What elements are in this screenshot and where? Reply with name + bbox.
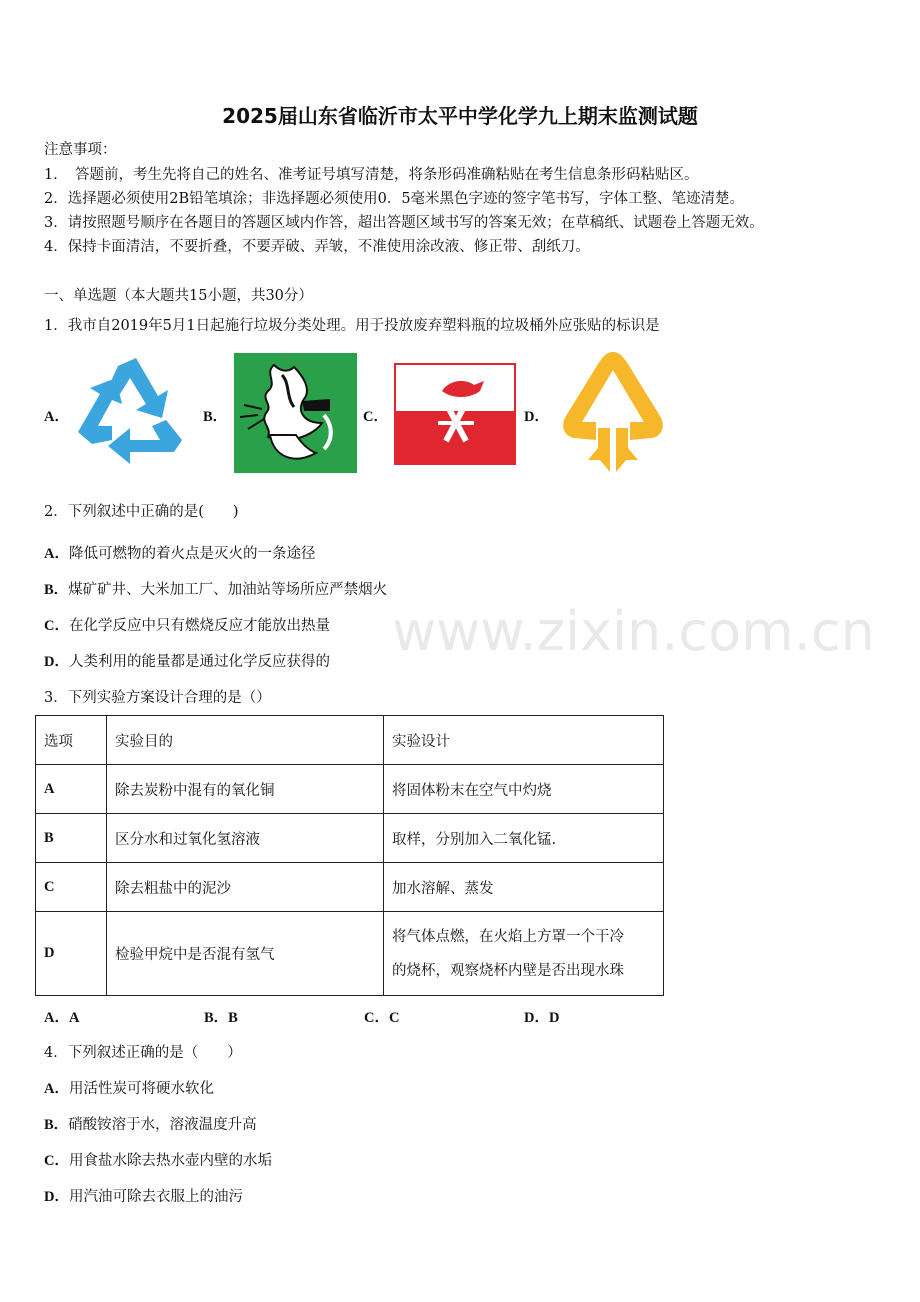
question-text: 我市自2019年5月1日起施行垃圾分类处理。用于投放废弃塑料瓶的垃圾桶外应张贴的标识是: [67, 318, 660, 334]
table-header-cell: 实验设计: [384, 716, 664, 765]
option-label: C．: [44, 618, 69, 634]
option-text: 在化学反应中只有燃烧反应才能放出热量: [68, 618, 330, 634]
question-number: 4．: [44, 1045, 68, 1061]
table-cell-line: 的烧杯，观察烧杯内壁是否出现水珠: [392, 962, 624, 979]
other-waste-icon: [560, 348, 666, 476]
notice-item: 3．请按照题号顺序在各题目的答题区域内作答，超出答题区域书写的答案无效；在草稿纸、试题卷上答题无效。: [44, 215, 764, 231]
recycle-icon: [74, 352, 194, 468]
option-label: D．: [44, 1189, 69, 1205]
option-text: B: [228, 1010, 238, 1026]
notice-heading: 注意事项：: [44, 142, 117, 158]
table-row: [36, 912, 664, 996]
question-2: [44, 500, 239, 521]
option-label: D．: [524, 409, 549, 425]
option-row: [44, 614, 330, 635]
answer-choice: [204, 1006, 238, 1027]
notice-item: 2．选择题必须使用2B铅笔填涂；非选择题必须使用0．5毫米黑色字迹的签字笔书写，字体工整、笔迹清楚。: [44, 191, 745, 207]
answer-choice: [524, 1006, 559, 1027]
table-cell: B: [36, 814, 107, 863]
option-label: B．: [204, 1010, 229, 1026]
option-row: [44, 1149, 272, 1170]
question-3: [44, 686, 271, 707]
question-text: 下列叙述正确的是（ ）: [67, 1045, 242, 1061]
page-title: 2025届山东省临沂市太平中学化学九上期末监测试题: [222, 104, 698, 128]
option-label: B．: [203, 409, 228, 425]
table-cell: 加水溶解、蒸发: [384, 863, 664, 912]
option-text: 人类利用的能量都是通过化学反应获得的: [68, 654, 330, 670]
hazardous-waste-icon: [394, 363, 516, 465]
option-label: A．: [44, 1010, 69, 1026]
question-number: 3．: [44, 690, 68, 706]
notice-item: 4．保持卡面清洁，不要折叠，不要弄破、弄皱，不准使用涂改液、修正带、刮纸刀。: [44, 239, 590, 255]
option-label: C．: [44, 1153, 69, 1169]
table-cell: 区分水和过氧化氢溶液: [107, 814, 384, 863]
option-row: [44, 578, 387, 599]
answer-choice: [364, 1006, 399, 1027]
table-row: [36, 765, 664, 814]
option-label: A．: [44, 546, 69, 562]
option-text: 用汽油可除去衣服上的油污: [68, 1189, 243, 1205]
option-label: B．: [44, 1117, 69, 1133]
option-label: C．: [364, 1010, 389, 1026]
table-header-cell: 实验目的: [107, 716, 384, 765]
question-number: 1．: [44, 318, 68, 334]
table-header-row: [36, 716, 664, 765]
option-row: [44, 650, 330, 671]
option-label: B．: [44, 582, 69, 598]
option-text: 用活性炭可将硬水软化: [68, 1081, 214, 1097]
table-cell: C: [36, 863, 107, 912]
section-heading: 一、单选题（本大题共15小题，共30分）: [44, 288, 313, 304]
notice-item: 1． 答题前，考生先将自己的姓名、准考证号填写清楚，将条形码准确粘贴在考生信息条形码粘贴区。: [44, 167, 699, 183]
option-label: D．: [524, 1010, 549, 1026]
question-4: [44, 1041, 242, 1062]
option-text: A: [68, 1010, 80, 1026]
question-text: 下列实验方案设计合理的是（）: [67, 690, 271, 706]
table-cell-line: 将气体点燃，在火焰上方罩一个干冷: [392, 928, 624, 945]
table-cell: 检验甲烷中是否混有氢气: [107, 912, 384, 996]
option-row: [44, 1077, 214, 1098]
table-cell: D: [36, 912, 107, 996]
table-cell: 除去粗盐中的泥沙: [107, 863, 384, 912]
option-label: D．: [44, 654, 69, 670]
option-text: 降低可燃物的着火点是灭火的一条途径: [68, 546, 316, 562]
option-row: [44, 542, 315, 563]
table-cell: [384, 912, 664, 996]
answer-choice: [44, 1006, 79, 1027]
option-label: A．: [44, 1081, 69, 1097]
experiment-table: [35, 715, 664, 996]
option-label: A．: [44, 409, 69, 425]
question-text: 下列叙述中正确的是( ): [67, 504, 239, 520]
table-cell: 除去炭粉中混有的氧化铜: [107, 765, 384, 814]
option-text: 硝酸铵溶于水，溶液温度升高: [68, 1117, 257, 1133]
option-row: [44, 1185, 243, 1206]
table-header-cell: 选项: [36, 716, 107, 765]
question-number: 2．: [44, 504, 68, 520]
table-cell: A: [36, 765, 107, 814]
kitchen-waste-icon: [234, 353, 357, 473]
table-row: [36, 814, 664, 863]
question-1: [44, 314, 660, 335]
option-label: C．: [363, 409, 388, 425]
option-text: D: [548, 1010, 560, 1026]
option-text: 煤矿矿井、大米加工厂、加油站等场所应严禁烟火: [68, 582, 388, 598]
table-cell: 取样，分别加入二氧化锰.: [384, 814, 664, 863]
option-text: C: [388, 1010, 400, 1026]
table-cell: 将固体粉末在空气中灼烧: [384, 765, 664, 814]
option-text: 用食盐水除去热水壶内壁的水垢: [68, 1153, 272, 1169]
watermark: www.zixin.com.cn: [392, 600, 875, 663]
table-row: [36, 863, 664, 912]
option-row: [44, 1113, 257, 1134]
